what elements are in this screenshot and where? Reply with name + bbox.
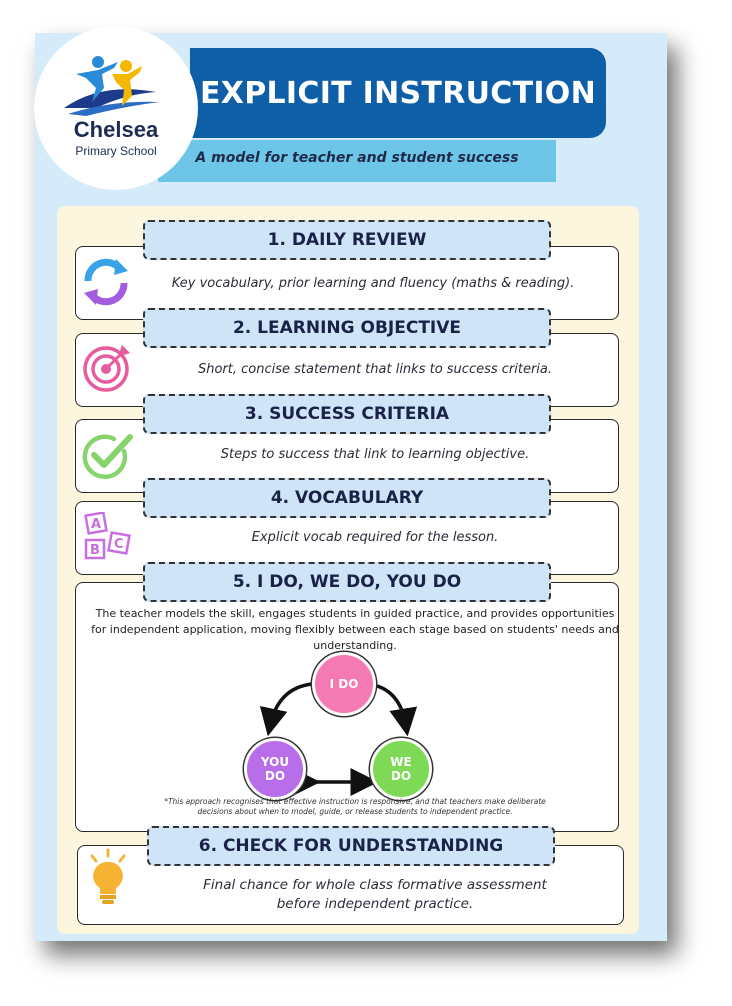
- gradual-release-note: [140, 797, 570, 817]
- i-do-stage: [312, 652, 376, 716]
- you-do-stage: [244, 738, 306, 800]
- we-do-stage-label-line2: DO: [390, 769, 412, 783]
- we-do-stage-label-line1: WE: [390, 755, 412, 769]
- section-check-for-understanding-description: [140, 876, 610, 914]
- section-check-for-understanding-line2: before independent practice.: [276, 896, 474, 912]
- section-i-do-we-do-you-do-heading: 5. I DO, WE DO, YOU DO: [143, 562, 551, 602]
- abc-blocks-icon: [82, 512, 136, 566]
- i-do-stage-label: I DO: [329, 677, 359, 691]
- svg-text:B: B: [90, 543, 100, 558]
- school-name: Chelsea: [73, 117, 159, 142]
- lightbulb-icon: [84, 848, 132, 908]
- you-do-stage-label-line1: YOU: [260, 755, 290, 769]
- section-i-do-we-do-you-do-description: The teacher models the skill, engages students in guided practice, and provides opportunities for independent application, moving flexibly between each stage based on students' needs and understanding.: [91, 607, 619, 652]
- section-daily-review-description: Key vocabulary, prior learning and fluency (maths & reading).: [171, 276, 575, 291]
- page-title: EXPLICIT INSTRUCTION: [199, 75, 597, 111]
- section-daily-review-heading: 1. DAILY REVIEW: [143, 220, 551, 260]
- svg-text:C: C: [114, 537, 124, 552]
- target-icon: [82, 343, 132, 393]
- section-vocabulary-description: Explicit vocab required for the lesson.: [251, 530, 499, 545]
- you-do-stage-label-line2: DO: [264, 769, 286, 783]
- section-success-criteria-description: Steps to success that link to learning objective.: [220, 447, 530, 462]
- gradual-release-note-line2: decisions about when to model, guide, or release students to independent practice.: [197, 807, 513, 816]
- section-learning-objective-heading: 2. LEARNING OBJECTIVE: [143, 308, 551, 348]
- school-logo-figures-icon: [56, 52, 176, 120]
- we-do-stage: [370, 738, 432, 800]
- section-success-criteria-heading: 3. SUCCESS CRITERIA: [143, 394, 551, 434]
- section-learning-objective-description: Short, concise statement that links to success criteria.: [197, 362, 553, 377]
- gradual-release-note-line1: *This approach recognises that effective instruction is responsive, and that teachers make deliberate: [164, 797, 546, 806]
- page-subtitle: A model for teacher and student success: [195, 150, 519, 166]
- section-vocabulary-heading: 4. VOCABULARY: [143, 478, 551, 518]
- svg-text:A: A: [91, 517, 102, 532]
- section-check-for-understanding-line1: Final chance for whole class formative assessment: [203, 877, 547, 893]
- checkmark-circle-icon: [80, 431, 136, 481]
- school-subname: Primary School: [75, 144, 157, 158]
- refresh-cycle-icon: [80, 257, 132, 307]
- section-check-for-understanding-heading: 6. CHECK FOR UNDERSTANDING: [147, 826, 555, 866]
